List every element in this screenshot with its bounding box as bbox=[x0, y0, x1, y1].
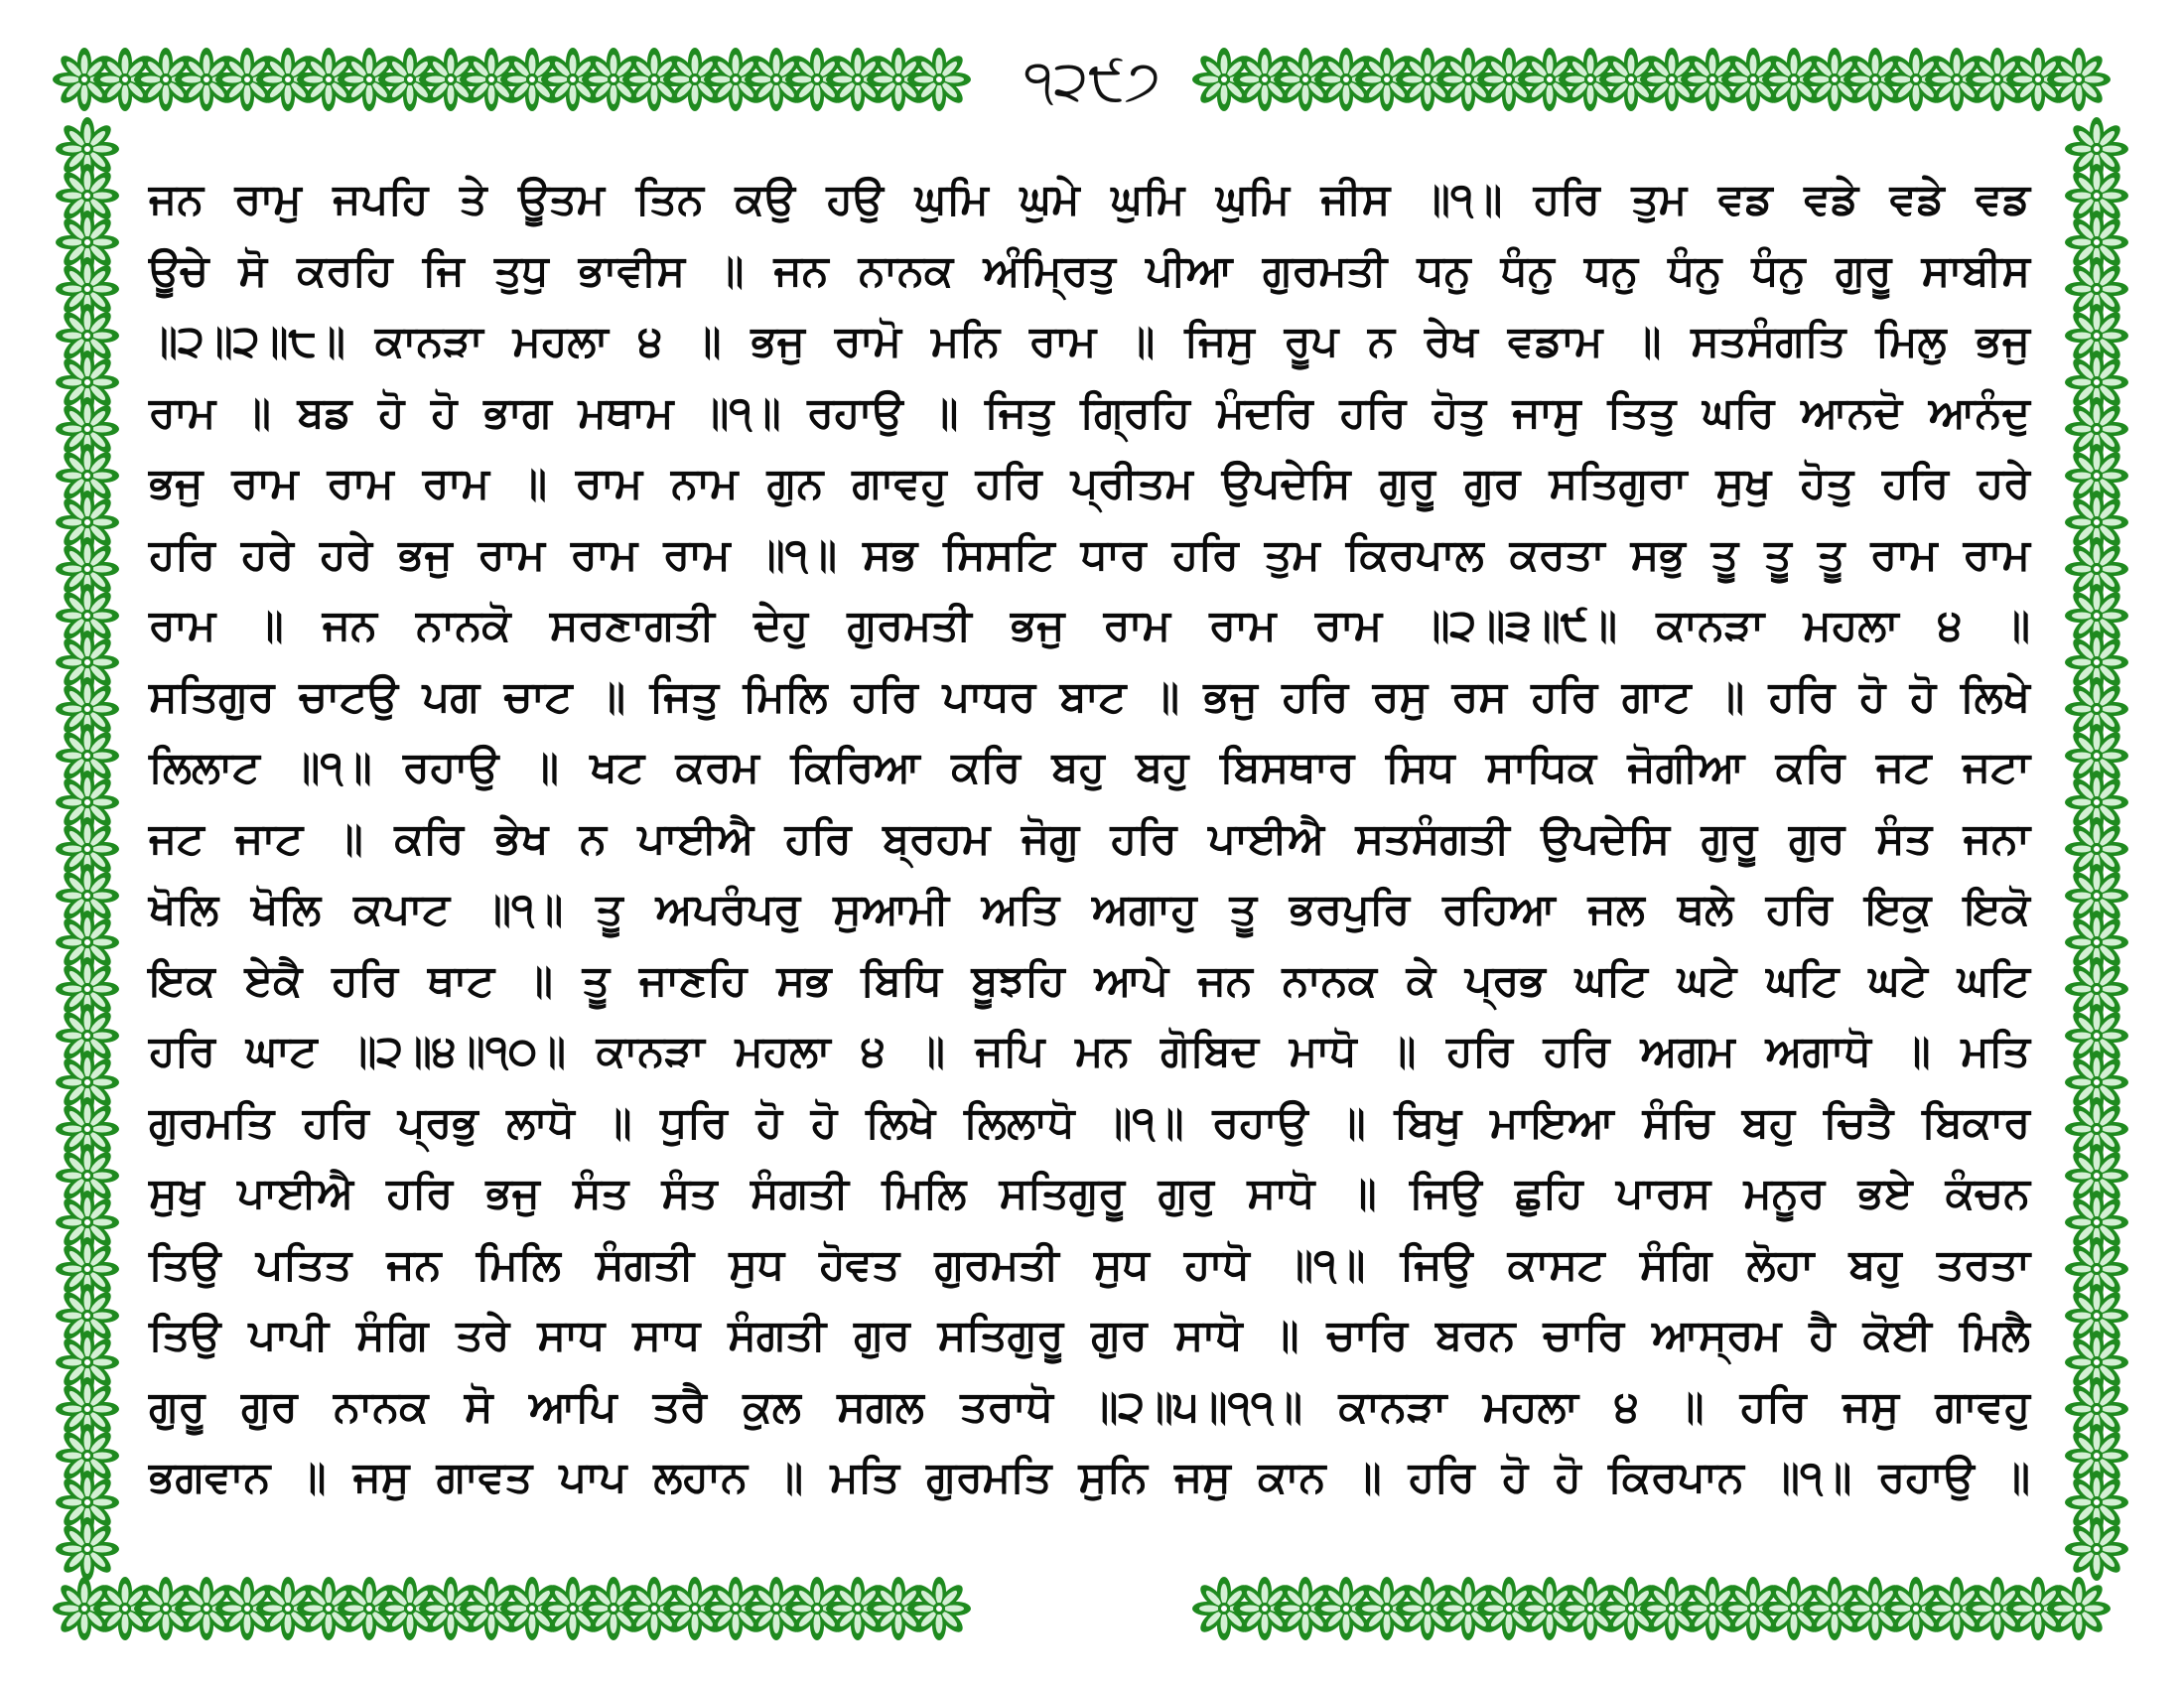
text-line: ਲਿਲਾਟ ॥੧॥ ਰਹਾਉ ॥ ਖਟ ਕਰਮ ਕਿਰਿਆ ਕਰਿ ਬਹੁ ਬਹੁ ਬਿਸਥਾਰ ਸਿਧ ਸਾਧਿਕ ਜੋਗੀਆ ਕਰਿ ਜਟ ਜਟਾ bbox=[149, 743, 2030, 792]
text-line: ਸੁਖੁ ਪਾਈਐ ਹਰਿ ਭਜੁ ਸੰਤ ਸੰਤ ਸੰਗਤੀ ਮਿਲਿ ਸਤਿਗੁਰੂ ਗੁਰੁ ਸਾਧੋ ॥ ਜਿਉ ਛੁਹਿ ਪਾਰਸ ਮਨੂਰ ਭਏ ਕੰਚਨ bbox=[149, 1169, 2030, 1218]
text-line: ਤਿਉ ਪਾਪੀ ਸੰਗਿ ਤਰੇ ਸਾਧ ਸਾਧ ਸੰਗਤੀ ਗੁਰ ਸਤਿਗੁਰੂ ਗੁਰ ਸਾਧੋ ॥ ਚਾਰਿ ਬਰਨ ਚਾਰਿ ਆਸ੍ਰਮ ਹੈ ਕੋਈ ਮਿਲੈ bbox=[149, 1311, 2030, 1360]
text-line: ਰਾਮ ॥ ਬਡ ਹੋ ਹੋ ਭਾਗ ਮਥਾਮ ॥੧॥ ਰਹਾਉ ॥ ਜਿਤੁ ਗ੍ਰਿਹਿ ਮੰਦਰਿ ਹਰਿ ਹੋਤੁ ਜਾਸੁ ਤਿਤੁ ਘਰਿ ਆਨਦੋ ਆਨੰਦੁ bbox=[149, 387, 2030, 438]
text-line: ਊਚੇ ਸੋ ਕਰਹਿ ਜਿ ਤੁਧੁ ਭਾਵੀਸ ॥ ਜਨ ਨਾਨਕ ਅੰਮ੍ਰਿਤੁ ਪੀਆ ਗੁਰਮਤੀ ਧਨੁ ਧੰਨੁ ਧਨੁ ਧੰਨੁ ਧੰਨੁ ਗੁਰੂ ਸਾਬੀਸ bbox=[149, 245, 2030, 296]
text-line: ਹਰਿ ਹਰੇ ਹਰੇ ਭਜੁ ਰਾਮ ਰਾਮ ਰਾਮ ॥੧॥ ਸਭ ਸਿਸਟਿ ਧਾਰ ਹਰਿ ਤੁਮ ਕਿਰਪਾਲ ਕਰਤਾ ਸਭੁ ਤੂ ਤੂ ਤੂ ਰਾਮ ਰਾਮ bbox=[149, 529, 2030, 580]
page-number: ੧੨੯੭ bbox=[993, 42, 1191, 121]
flower-icon bbox=[907, 48, 971, 111]
flower-icon bbox=[2047, 1577, 2111, 1640]
text-line: ਜਨ ਰਾਮੁ ਜਪਹਿ ਤੇ ਊਤਮ ਤਿਨ ਕਉ ਹਉ ਘੁਮਿ ਘੁਮੇ ਘੁਮਿ ਘੁਮਿ ਜੀਸ ॥੧॥ ਹਰਿ ਤੁਮ ਵਡ ਵਡੇ ਵਡੇ ਵਡ bbox=[149, 175, 2030, 224]
text-line: ਗੁਰਮਤਿ ਹਰਿ ਪ੍ਰਭੁ ਲਾਧੋ ॥ ਧੁਰਿ ਹੋ ਹੋ ਲਿਖੇ ਲਿਲਾਧੋ ॥੧॥ ਰਹਾਉ ॥ ਬਿਖੁ ਮਾਇਆ ਸੰਚਿ ਬਹੁ ਚਿਤੈ ਬਿਕਾਰ bbox=[149, 1097, 2030, 1148]
text-line: ਭਜੁ ਰਾਮ ਰਾਮ ਰਾਮ ॥ ਰਾਮ ਨਾਮ ਗੁਨ ਗਾਵਹੁ ਹਰਿ ਪ੍ਰੀਤਮ ਉਪਦੇਸਿ ਗੁਰੂ ਗੁਰ ਸਤਿਗੁਰਾ ਸੁਖੁ ਹੋਤੁ ਹਰਿ ਹਰੇ bbox=[149, 459, 2030, 508]
text-line: ਰਾਮ ॥ ਜਨ ਨਾਨਕੋ ਸਰਣਾਗਤੀ ਦੇਹੁ ਗੁਰਮਤੀ ਭਜੁ ਰਾਮ ਰਾਮ ਰਾਮ ॥੨॥੩॥੯॥ ਕਾਨੜਾ ਮਹਲਾ ੪ ॥ bbox=[149, 601, 2030, 650]
flower-icon bbox=[907, 1577, 971, 1640]
scripture-text bbox=[149, 165, 2030, 1514]
text-line: ॥੨॥੨॥੮॥ ਕਾਨੜਾ ਮਹਲਾ ੪ ॥ ਭਜੁ ਰਾਮੋ ਮਨਿ ਰਾਮ ॥ ਜਿਸੁ ਰੂਪ ਨ ਰੇਖ ਵਡਾਮ ॥ ਸਤਸੰਗਤਿ ਮਿਲੁ ਭਜੁ bbox=[149, 317, 2030, 366]
text-line: ਇਕ ਏਕੈ ਹਰਿ ਥਾਟ ॥ ਤੂ ਜਾਣਹਿ ਸਭ ਬਿਧਿ ਬੂਝਹਿ ਆਪੇ ਜਨ ਨਾਨਕ ਕੇ ਪ੍ਰਭ ਘਟਿ ਘਟੇ ਘਟਿ ਘਟੇ ਘਟਿ bbox=[149, 955, 2030, 1006]
text-line: ਸਤਿਗੁਰ ਚਾਟਉ ਪਗ ਚਾਟ ॥ ਜਿਤੁ ਮਿਲਿ ਹਰਿ ਪਾਧਰ ਬਾਟ ॥ ਭਜੁ ਹਰਿ ਰਸੁ ਰਸ ਹਰਿ ਗਾਟ ॥ ਹਰਿ ਹੋ ਹੋ ਲਿਖੇ bbox=[149, 671, 2030, 722]
text-line: ਹਰਿ ਘਾਟ ॥੨॥੪॥੧੦॥ ਕਾਨੜਾ ਮਹਲਾ ੪ ॥ ਜਪਿ ਮਨ ਗੋਬਿਦ ਮਾਧੋ ॥ ਹਰਿ ਹਰਿ ਅਗਮ ਅਗਾਧੋ ॥ ਮਤਿ bbox=[149, 1027, 2030, 1076]
text-line: ਖੋਲਿ ਖੋਲਿ ਕਪਾਟ ॥੧॥ ਤੂ ਅਪਰੰਪਰੁ ਸੁਆਮੀ ਅਤਿ ਅਗਾਹੁ ਤੂ ਭਰਪੁਰਿ ਰਹਿਆ ਜਲ ਥਲੇ ਹਰਿ ਇਕੁ ਇਕੋ bbox=[149, 885, 2030, 934]
flower-icon bbox=[56, 1517, 119, 1581]
text-line: ਜਟ ਜਾਟ ॥ ਕਰਿ ਭੇਖ ਨ ਪਾਈਐ ਹਰਿ ਬ੍ਰਹਮ ਜੋਗੁ ਹਰਿ ਪਾਈਐ ਸਤਸੰਗਤੀ ਉਪਦੇਸਿ ਗੁਰੂ ਗੁਰ ਸੰਤ ਜਨਾ bbox=[149, 813, 2030, 864]
text-line: ਤਿਉ ਪਤਿਤ ਜਨ ਮਿਲਿ ਸੰਗਤੀ ਸੁਧ ਹੋਵਤ ਗੁਰਮਤੀ ਸੁਧ ਹਾਧੋ ॥੧॥ ਜਿਉ ਕਾਸਟ ਸੰਗਿ ਲੋਹਾ ਬਹੁ ਤਰਤਾ bbox=[149, 1239, 2030, 1290]
flower-icon bbox=[2065, 1517, 2128, 1581]
flower-icon bbox=[2047, 48, 2111, 111]
text-line: ਗੁਰੂ ਗੁਰ ਨਾਨਕ ਸੋ ਆਪਿ ਤਰੈ ਕੁਲ ਸਗਲ ਤਰਾਧੋ ॥੨॥੫॥੧੧॥ ਕਾਨੜਾ ਮਹਲਾ ੪ ॥ ਹਰਿ ਜਸੁ ਗਾਵਹੁ bbox=[149, 1381, 2030, 1432]
text-line: ਭਗਵਾਨ ॥ ਜਸੁ ਗਾਵਤ ਪਾਪ ਲਹਾਨ ॥ ਮਤਿ ਗੁਰਮਤਿ ਸੁਨਿ ਜਸੁ ਕਾਨ ॥ ਹਰਿ ਹੋ ਹੋ ਕਿਰਪਾਨ ॥੧॥ ਰਹਾਉ ॥ bbox=[149, 1453, 2030, 1502]
